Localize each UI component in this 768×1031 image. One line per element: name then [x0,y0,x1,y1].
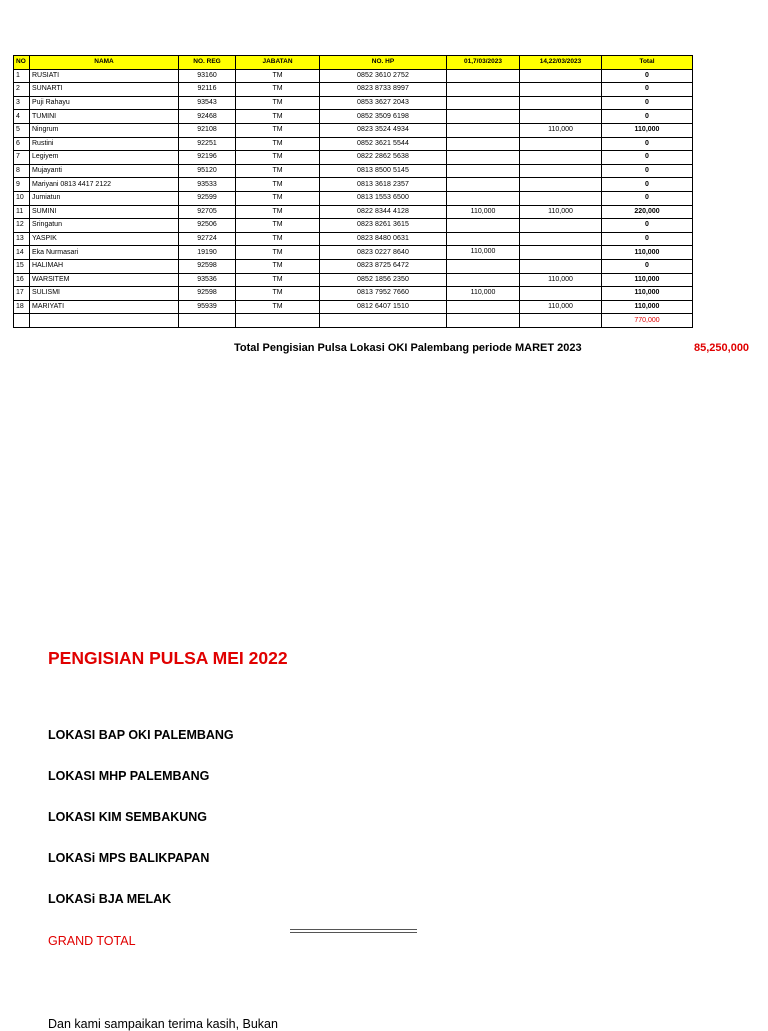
row-nama: Jumiatun [30,191,179,205]
row-no-hp: 0813 3618 2357 [320,178,447,192]
row-nama: Eka Nurmasari [30,246,179,260]
row-nama: SUNARTI [30,83,179,97]
table-row [14,83,693,97]
row-nama: MARIYATI [30,300,179,314]
row-nama: SUMINI [30,205,179,219]
closing-text: Dan kami sampaikan terima kasih, Bukan [48,1017,278,1031]
header-date-2: 14,22/03/2023 [520,56,602,70]
row-date-2 [520,191,602,205]
row-no-reg: 92468 [179,110,236,124]
row-total: 220,000 [602,205,693,219]
table-row [14,151,693,165]
row-date-2 [520,83,602,97]
row-no-hp: 0823 8480 0631 [320,232,447,246]
row-date-1 [447,123,520,137]
row-date-1 [447,219,520,233]
header-jabatan: JABATAN [236,56,320,70]
row-no: 4 [14,110,30,124]
row-total: 0 [602,83,693,97]
row-jabatan: TM [236,151,320,165]
row-no: 9 [14,178,30,192]
row-no-hp: 0822 2862 5638 [320,151,447,165]
row-jabatan: TM [236,259,320,273]
row-date-2 [520,137,602,151]
grand-total-label: GRAND TOTAL [48,934,136,948]
row-no-hp: 0853 3627 2043 [320,96,447,110]
row-date-1 [447,137,520,151]
table-row [14,137,693,151]
row-nama: Puji Rahayu [30,96,179,110]
row-date-2: 110,000 [520,300,602,314]
row-nama: Legiyem [30,151,179,165]
row-total: 0 [602,151,693,165]
row-no: 14 [14,246,30,260]
row-nama: Sringatun [30,219,179,233]
row-no: 2 [14,83,30,97]
row-no-reg: 92705 [179,205,236,219]
table-row [14,164,693,178]
row-jabatan: TM [236,123,320,137]
row-jabatan: TM [236,300,320,314]
row-no-hp: 0812 6407 1510 [320,300,447,314]
row-no-hp: 0852 3509 6198 [320,110,447,124]
row-total: 0 [602,191,693,205]
row-jabatan: TM [236,178,320,192]
row-nama: HALIMAH [30,259,179,273]
row-jabatan: TM [236,205,320,219]
table-row [14,246,693,260]
row-total: 0 [602,259,693,273]
row-no-hp: 0822 8344 4128 [320,205,447,219]
row-date-1: 110,000 [447,287,520,301]
row-total: 0 [602,164,693,178]
row-date-1 [447,164,520,178]
row-no-reg: 92599 [179,191,236,205]
row-jabatan: TM [236,83,320,97]
row-no-reg: 92598 [179,287,236,301]
row-date-1 [447,300,520,314]
row-nama: Ningrum [30,123,179,137]
row-total: 110,000 [602,273,693,287]
row-date-1 [447,178,520,192]
row-no-hp: 0813 1553 6500 [320,191,447,205]
row-no: 5 [14,123,30,137]
row-date-2 [520,219,602,233]
header-date-1: 01,7/03/2023 [447,56,520,70]
table-row [14,287,693,301]
pulsa-table [13,55,693,328]
row-no: 1 [14,69,30,83]
table-row [14,205,693,219]
summary-value: 85,250,000 [694,342,750,354]
row-no-hp: 0813 8500 5145 [320,164,447,178]
location-bja: LOKASi BJA MELAK [48,892,172,906]
row-no: 15 [14,259,30,273]
row-no-reg: 92724 [179,232,236,246]
row-no-reg: 92116 [179,83,236,97]
location-bap-oki: LOKASI BAP OKI PALEMBANG [48,728,234,742]
row-date-1 [447,191,520,205]
row-no-reg: 93533 [179,178,236,192]
row-date-2: 110,000 [520,123,602,137]
header-no-hp: NO. HP [320,56,447,70]
row-date-1 [447,96,520,110]
row-total: 0 [602,178,693,192]
row-no-hp: 0823 0227 8640 [320,246,447,260]
row-no-hp: 0823 8261 3615 [320,219,447,233]
row-no-reg: 92251 [179,137,236,151]
row-no: 6 [14,137,30,151]
row-date-1 [447,83,520,97]
row-jabatan: TM [236,69,320,83]
row-no-reg: 95939 [179,300,236,314]
row-no: 3 [14,96,30,110]
row-jabatan: TM [236,273,320,287]
header-nama: NAMA [30,56,179,70]
row-date-1 [447,232,520,246]
table-row [14,191,693,205]
row-no-hp: 0852 1856 2350 [320,273,447,287]
location-kim: LOKASI KIM SEMBAKUNG [48,810,208,824]
row-total: 0 [602,69,693,83]
row-no-reg: 92108 [179,123,236,137]
row-no-hp: 0823 8733 8997 [320,83,447,97]
row-nama: SULISMI [30,287,179,301]
row-date-1 [447,110,520,124]
row-total: 110,000 [602,287,693,301]
table-footer-row [14,314,693,328]
row-jabatan: TM [236,164,320,178]
row-no-hp: 0823 3524 4934 [320,123,447,137]
row-date-2 [520,246,602,260]
row-total: 110,000 [602,246,693,260]
row-jabatan: TM [236,137,320,151]
row-total: 110,000 [602,123,693,137]
row-date-2 [520,110,602,124]
row-nama: TUMINI [30,110,179,124]
row-jabatan: TM [236,191,320,205]
row-no: 8 [14,164,30,178]
row-date-1 [447,273,520,287]
row-total: 0 [602,96,693,110]
row-no-hp: 0813 7952 7660 [320,287,447,301]
header-total: Total [602,56,693,70]
row-no-hp: 0823 8725 6472 [320,259,447,273]
row-no: 10 [14,191,30,205]
row-nama: YASPIK [30,232,179,246]
row-date-2 [520,178,602,192]
table-row [14,273,693,287]
row-no-reg: 95120 [179,164,236,178]
table-row [14,232,693,246]
row-date-2: 110,000 [520,273,602,287]
row-date-2 [520,232,602,246]
table-row [14,96,693,110]
row-no: 16 [14,273,30,287]
row-nama: Mariyani 0813 4417 2122 [30,178,179,192]
row-no: 12 [14,219,30,233]
row-date-1: 110,000 [447,205,520,219]
row-date-1 [447,151,520,165]
row-jabatan: TM [236,110,320,124]
row-date-2: 110,000 [520,205,602,219]
row-nama: WARSITEM [30,273,179,287]
location-mps: LOKASi MPS BALIKPAPAN [48,851,210,865]
row-date-2 [520,69,602,83]
row-no-reg: 92506 [179,219,236,233]
row-jabatan: TM [236,287,320,301]
table-row [14,300,693,314]
table-row [14,123,693,137]
row-total: 110,000 [602,300,693,314]
table-row [14,178,693,192]
row-date-1: 110,000 [447,246,520,260]
row-no-reg: 93160 [179,69,236,83]
row-total: 0 [602,219,693,233]
row-no: 11 [14,205,30,219]
row-nama: RUSIATI [30,69,179,83]
table-row [14,69,693,83]
row-no-reg: 19190 [179,246,236,260]
header-no: NO [14,56,30,70]
row-no: 13 [14,232,30,246]
summary-label: Total Pengisian Pulsa Lokasi OKI Palembang periode MARET 2023 [234,342,582,354]
row-no-reg: 93543 [179,96,236,110]
row-total: 0 [602,232,693,246]
row-no: 17 [14,287,30,301]
header-no-reg: NO. REG [179,56,236,70]
row-date-1 [447,69,520,83]
row-date-2 [520,287,602,301]
row-no-hp: 0852 3610 2752 [320,69,447,83]
row-no: 18 [14,300,30,314]
table-grand-total: 770,000 [602,314,693,328]
row-jabatan: TM [236,246,320,260]
row-no-reg: 93536 [179,273,236,287]
row-jabatan: TM [236,96,320,110]
row-date-1 [447,259,520,273]
table-row [14,110,693,124]
row-total: 0 [602,110,693,124]
row-nama: Rustini [30,137,179,151]
row-jabatan: TM [236,219,320,233]
row-no-reg: 92196 [179,151,236,165]
row-no-hp: 0852 3621 5544 [320,137,447,151]
grand-total-underline [290,929,417,933]
row-date-2 [520,151,602,165]
table-row [14,259,693,273]
table-header-row [14,56,693,70]
table-row [14,219,693,233]
row-total: 0 [602,137,693,151]
row-no: 7 [14,151,30,165]
row-no-reg: 92598 [179,259,236,273]
row-date-2 [520,259,602,273]
row-date-2 [520,96,602,110]
row-jabatan: TM [236,232,320,246]
row-nama: Mujayanti [30,164,179,178]
location-mhp: LOKASI MHP PALEMBANG [48,769,210,783]
row-date-2 [520,164,602,178]
section-heading: PENGISIAN PULSA MEI 2022 [48,648,288,668]
